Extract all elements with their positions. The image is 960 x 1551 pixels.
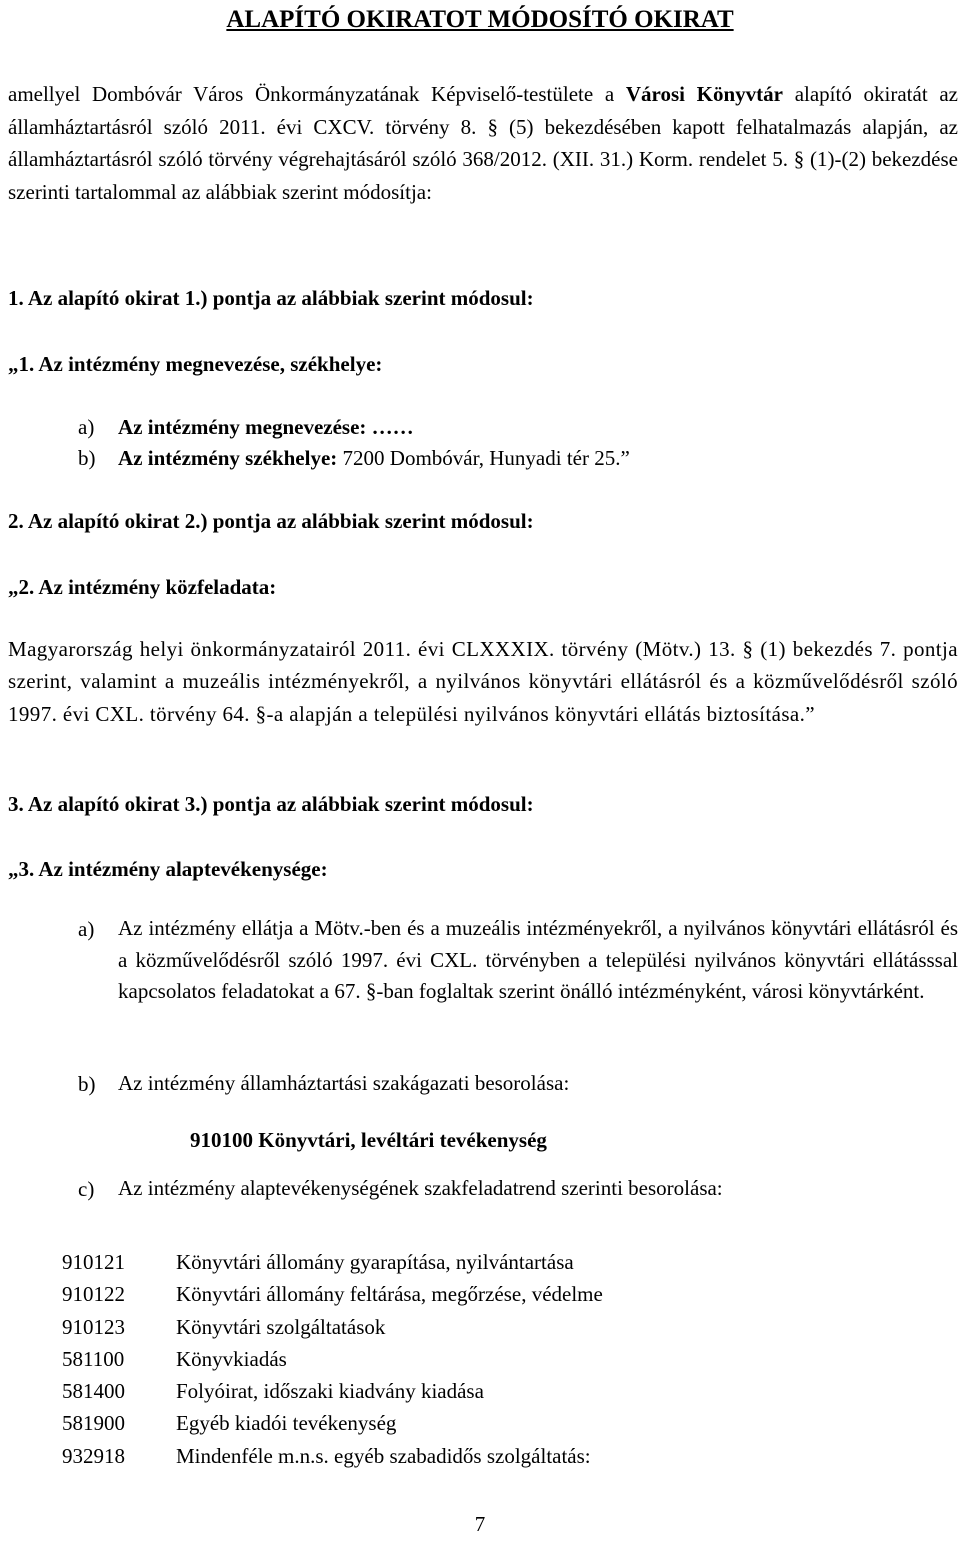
section-1-subheading: „1. Az intézmény megnevezése, székhelye: [8, 352, 383, 376]
section-1-item-b [78, 442, 958, 474]
activity-label: Folyóirat, időszaki kiadvány kiadása [176, 1379, 484, 1404]
section-2-subheading: „2. Az intézmény közfeladata: [8, 575, 277, 599]
item-value: 7200 Dombóvár, Hunyadi tér 25.” [337, 446, 630, 470]
section-1-item-a [78, 411, 958, 443]
item-letter: a) [78, 917, 95, 941]
activity-code: 581100 [62, 1346, 125, 1371]
item-letter: b) [78, 446, 96, 470]
activity-code-list [62, 1246, 942, 1472]
intro-text-before: amellyel Dombóvár Város Önkormányzatának Képviselő-testülete a [8, 82, 626, 106]
section-3-item-a [78, 913, 958, 1008]
item-value: …… [366, 415, 414, 439]
list-item [62, 1246, 942, 1278]
section-1-heading: 1. Az alapító okirat 1.) pontja az alábbiak szerint módosul: [8, 286, 534, 310]
document-title: ALAPÍTÓ OKIRATOT MÓDOSÍTÓ OKIRAT [226, 6, 734, 33]
intro-institution-name: Városi Könyvtár [625, 82, 784, 106]
list-item [62, 1311, 942, 1343]
item-label: Az intézmény székhelye: [118, 446, 338, 470]
activity-label: Könyvkiadás [176, 1346, 287, 1371]
activity-label: Könyvtári szolgáltatások [176, 1314, 386, 1339]
section-3-heading: 3. Az alapító okirat 3.) pontja az alábbiak szerint módosul: [8, 792, 534, 816]
activity-label: Könyvtári állomány feltárása, megőrzése, védelme [176, 1282, 603, 1307]
list-item [62, 1407, 942, 1439]
item-label: Az intézmény megnevezése: [118, 415, 367, 439]
list-item [62, 1278, 942, 1310]
activity-code: 581400 [62, 1379, 125, 1404]
activity-label: Mindenféle m.n.s. egyéb szabadidős szolgáltatás: [176, 1443, 591, 1468]
item-letter: b) [78, 1072, 96, 1096]
list-item [62, 1343, 942, 1375]
activity-code: 910122 [62, 1282, 125, 1307]
activity-code: 910121 [62, 1250, 125, 1274]
section-3-item-b [78, 1068, 958, 1100]
item-letter: a) [78, 415, 95, 439]
item-text: Az intézmény ellátja a Mötv.-ben és a muzeális intézményekről, a nyilvános könyvtári ellátásról és a közművelődésről szóló 1997. évi CXL. törvényben a települési nyilvános könyvtári ellátásssal kapcsolatos feladatokat a 67. §-ban foglaltak szerint önálló intézményként, városi könyvtárként. [118, 916, 958, 1003]
item-letter: c) [78, 1177, 95, 1201]
branch-classification: 910100 Könyvtári, levéltári tevékenység [190, 1128, 547, 1152]
activity-label: Könyvtári állomány gyarapítása, nyilvántartása [176, 1250, 574, 1274]
activity-code: 932918 [62, 1443, 125, 1468]
section-2-text: Magyarország helyi önkormányzatairól 2011. évi CLXXXIX. törvény (Mötv.) 13. § (1) bekezdés 7. pontja szerint, valamint a muzeális intézményekről, a nyilvános könyvtári ellátásról és a közművelődésről szóló 1997. évi CXL. törvény 64. §-a alapján a települési nyilvános könyvtári ellátás biztosítása.” [8, 637, 958, 726]
activity-label: Egyéb kiadói tevékenység [176, 1411, 397, 1436]
activity-code: 581900 [62, 1411, 125, 1436]
item-text: Az intézmény alaptevékenységének szakfeladatrend szerinti besorolása: [118, 1176, 723, 1200]
intro-text-after: alapító okiratát az államháztartásról szóló 2011. évi CXCV. törvény 8. § (5) bekezdésében kapott felhatalmazás alapján, az államháztartásról szóló törvény végrehajtásáról szóló 368/2012. (XII. 31.) Korm. rendelet 5. § (1)-(2) bekezdése szerinti tartalommal az alábbiak szerint módosítja: [8, 82, 958, 204]
section-2-heading: 2. Az alapító okirat 2.) pontja az alábbiak szerint módosul: [8, 509, 534, 533]
list-item [62, 1375, 942, 1407]
intro-paragraph [8, 78, 958, 208]
item-text: Az intézmény államháztartási szakágazati besorolása: [118, 1071, 570, 1095]
page-number: 7 [474, 1512, 486, 1536]
list-item [62, 1440, 942, 1472]
section-3-item-c [78, 1173, 958, 1205]
section-3-subheading: „3. Az intézmény alaptevékenysége: [8, 857, 328, 881]
activity-code: 910123 [62, 1314, 125, 1339]
